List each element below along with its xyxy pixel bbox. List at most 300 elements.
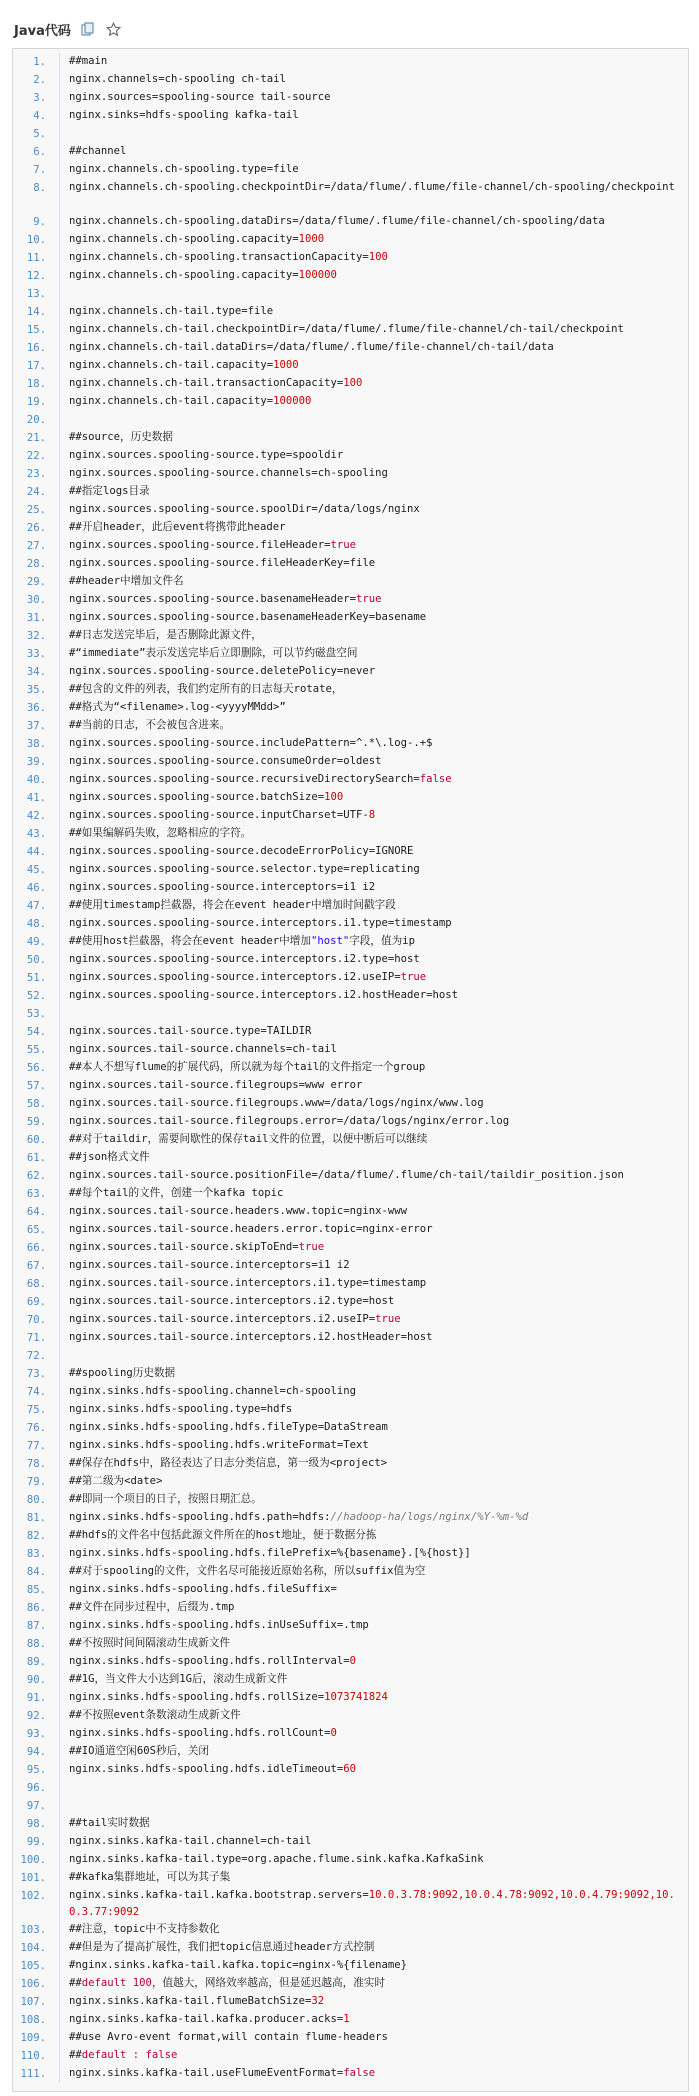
line-number: 77. xyxy=(26,1440,46,1452)
code-value-highlight: false xyxy=(343,2067,376,2079)
line-gutter xyxy=(46,537,60,555)
line-number: 40. xyxy=(26,774,46,786)
code-text-plain: ##开启header，此后event将携带此header xyxy=(69,521,286,533)
code-text-plain: nginx.sources.spooling-source.interceptors.i2.type=host xyxy=(69,953,420,965)
code-text xyxy=(69,429,688,447)
code-line xyxy=(13,483,688,501)
line-number: 109. xyxy=(20,2032,46,2044)
line-number: 66. xyxy=(26,1242,46,1254)
code-text xyxy=(69,915,688,933)
code-text xyxy=(69,825,688,843)
code-line xyxy=(13,1993,688,2011)
line-number: 62. xyxy=(26,1170,46,1182)
code-text xyxy=(69,1203,688,1221)
code-text xyxy=(69,1939,688,1957)
line-gutter xyxy=(46,951,60,969)
code-text xyxy=(69,735,688,753)
line-gutter xyxy=(46,1383,60,1401)
line-number: 13. xyxy=(26,288,46,300)
line-number: 5. xyxy=(33,128,46,140)
code-text xyxy=(69,1383,688,1401)
code-text-plain: nginx.channels.ch-spooling.dataDirs=/data/flume/.flume/file-channel/ch-spooling/data xyxy=(69,215,605,227)
code-line xyxy=(13,1329,688,1347)
code-text xyxy=(69,1563,688,1581)
code-value-highlight: 32 xyxy=(311,1995,325,2007)
line-gutter xyxy=(46,1347,60,1365)
code-line xyxy=(13,555,688,573)
code-text-plain: nginx.sources.spooling-source.interceptors.i2.hostHeader=host xyxy=(69,989,459,1001)
line-number: 9. xyxy=(33,216,46,228)
code-text xyxy=(69,2047,688,2065)
code-line xyxy=(13,1455,688,1473)
code-text-plain: ##spooling历史数据 xyxy=(69,1367,176,1379)
code-line xyxy=(13,663,688,681)
code-text-plain: nginx.sources.tail-source.channels=ch-tail xyxy=(69,1043,337,1055)
code-text-plain: ##但是为了提高扩展性，我们把topic信息通过header方式控制 xyxy=(69,1941,375,1953)
code-line xyxy=(13,1939,688,1957)
code-line xyxy=(13,825,688,843)
line-gutter xyxy=(46,179,60,213)
code-text xyxy=(69,213,688,231)
code-line xyxy=(13,1563,688,1581)
line-gutter xyxy=(46,1221,60,1239)
code-text xyxy=(69,1761,688,1779)
code-text-plain: nginx.sinks.hdfs-spooling.hdfs.rollInterval= xyxy=(69,1655,350,1667)
line-number: 91. xyxy=(26,1692,46,1704)
code-text xyxy=(69,393,688,411)
code-line xyxy=(13,1509,688,1527)
line-gutter xyxy=(46,573,60,591)
code-text-plain: ##hdfs的文件名中包括此源文件所在的host地址，便于数据分拣 xyxy=(69,1529,377,1541)
line-gutter xyxy=(46,1149,60,1167)
code-text-plain: nginx.sources.spooling-source.deletePolicy=never xyxy=(69,665,376,677)
code-line xyxy=(13,1419,688,1437)
line-number: 74. xyxy=(26,1386,46,1398)
code-text xyxy=(69,1311,688,1329)
line-gutter xyxy=(46,1869,60,1887)
code-text xyxy=(69,447,688,465)
code-line xyxy=(13,879,688,897)
code-line xyxy=(13,1257,688,1275)
line-gutter xyxy=(46,1887,60,1921)
code-value-highlight: 100 xyxy=(368,251,388,263)
line-gutter xyxy=(46,2047,60,2065)
line-number: 54. xyxy=(26,1026,46,1038)
code-text xyxy=(69,1653,688,1671)
code-text xyxy=(69,807,688,825)
code-line xyxy=(13,717,688,735)
line-gutter xyxy=(46,879,60,897)
line-number: 61. xyxy=(26,1152,46,1164)
code-text-plain: ##本人不想写flume的扩展代码，所以就为每个tail的文件指定一个group xyxy=(69,1061,426,1073)
line-gutter xyxy=(46,969,60,987)
code-text xyxy=(69,1599,688,1617)
code-text-plain: ##对于taildir，需要间歇性的保存tail文件的位置，以便中断后可以继续 xyxy=(69,1133,428,1145)
line-number: 84. xyxy=(26,1566,46,1578)
code-text-plain: ##第二级为<date> xyxy=(69,1475,163,1487)
code-text-plain: nginx.sources.tail-source.filegroups=www error xyxy=(69,1079,363,1091)
code-line xyxy=(13,1239,688,1257)
line-gutter xyxy=(46,1761,60,1779)
line-gutter xyxy=(46,2065,60,2083)
line-number: 83. xyxy=(26,1548,46,1560)
code-text-plain: nginx.sources.tail-source.headers.www.topic=nginx-www xyxy=(69,1205,408,1217)
line-number: 101. xyxy=(20,1872,46,1884)
code-text xyxy=(69,249,688,267)
line-gutter xyxy=(46,1023,60,1041)
code-line xyxy=(13,1491,688,1509)
code-line xyxy=(13,89,688,107)
code-line xyxy=(13,1833,688,1851)
code-line xyxy=(13,2029,688,2047)
line-number: 86. xyxy=(26,1602,46,1614)
line-number: 87. xyxy=(26,1620,46,1632)
line-number: 41. xyxy=(26,792,46,804)
code-line xyxy=(13,1743,688,1761)
code-text-plain: nginx.sources.tail-source.interceptors.i1.type=timestamp xyxy=(69,1277,427,1289)
code-text xyxy=(69,717,688,735)
code-text-plain: nginx.sinks.hdfs-spooling.type=hdfs xyxy=(69,1403,293,1415)
code-text xyxy=(69,1257,688,1275)
line-gutter xyxy=(46,933,60,951)
code-line xyxy=(13,249,688,267)
line-gutter xyxy=(46,2011,60,2029)
code-text-plain: nginx.sources.tail-source.positionFile=/data/flume/.flume/ch-tail/taildir_position.json xyxy=(69,1169,624,1181)
code-text xyxy=(69,231,688,249)
code-text xyxy=(69,1419,688,1437)
code-text-plain: nginx.channels.ch-tail.capacity= xyxy=(69,395,274,407)
code-text xyxy=(69,969,688,987)
code-text xyxy=(69,1365,688,1383)
code-line xyxy=(13,1077,688,1095)
star-icon[interactable] xyxy=(105,20,123,38)
code-value-highlight: 1000 xyxy=(273,359,299,371)
line-gutter xyxy=(46,987,60,1005)
code-text-plain: nginx.sources.spooling-source.consumeOrder=oldest xyxy=(69,755,382,767)
code-text xyxy=(69,1921,688,1939)
line-number: 80. xyxy=(26,1494,46,1506)
code-text xyxy=(69,1131,688,1149)
code-text xyxy=(69,1869,688,1887)
line-number: 71. xyxy=(26,1332,46,1344)
line-gutter xyxy=(46,1975,60,1993)
line-gutter xyxy=(46,1239,60,1257)
code-text-plain: nginx.sinks.hdfs-spooling.hdfs.rollSize= xyxy=(69,1691,325,1703)
line-number: 20. xyxy=(26,414,46,426)
code-value-highlight: true xyxy=(375,1313,401,1325)
line-number: 59. xyxy=(26,1116,46,1128)
code-text-plain: nginx.sources.tail-source.filegroups.www=/data/logs/nginx/www.log xyxy=(69,1097,484,1109)
code-value-highlight: true xyxy=(298,1241,325,1253)
code-text-plain: nginx.sources.spooling-source.interceptors=i1 i2 xyxy=(69,881,376,893)
code-line xyxy=(13,2011,688,2029)
code-text-plain: nginx.sinks.kafka-tail.channel=ch-tail xyxy=(69,1835,312,1847)
code-text-plain: ##channel xyxy=(69,145,127,157)
line-number: 38. xyxy=(26,738,46,750)
code-text xyxy=(69,1077,688,1095)
line-gutter xyxy=(46,321,60,339)
code-line xyxy=(13,1347,688,1365)
code-value-highlight: 0 xyxy=(349,1655,357,1667)
line-number: 60. xyxy=(26,1134,46,1146)
line-number: 43. xyxy=(26,828,46,840)
line-number: 49. xyxy=(26,936,46,948)
code-line xyxy=(13,609,688,627)
line-number: 29. xyxy=(26,576,46,588)
code-text-plain: nginx.sinks.hdfs-spooling.hdfs.rollCount= xyxy=(69,1727,331,1739)
line-number: 106. xyxy=(20,1978,46,1990)
line-number: 52. xyxy=(26,990,46,1002)
line-gutter xyxy=(46,753,60,771)
line-gutter xyxy=(46,789,60,807)
line-gutter xyxy=(46,2029,60,2047)
code-text-plain: ##每个tail的文件，创建一个kafka topic xyxy=(69,1187,284,1199)
code-text-plain: nginx.sources.spooling-source.inputCharset=UTF- xyxy=(69,809,369,821)
line-number: 104. xyxy=(20,1942,46,1954)
line-number: 82. xyxy=(26,1530,46,1542)
line-number: 16. xyxy=(26,342,46,354)
code-line xyxy=(13,1671,688,1689)
code-line xyxy=(13,1761,688,1779)
line-gutter xyxy=(46,1131,60,1149)
line-number: 57. xyxy=(26,1080,46,1092)
line-number: 85. xyxy=(26,1584,46,1596)
code-text-plain: nginx.sinks.kafka-tail.flumeBatchSize= xyxy=(69,1995,312,2007)
code-text xyxy=(69,1779,688,1797)
line-gutter xyxy=(46,807,60,825)
code-text xyxy=(69,789,688,807)
code-line xyxy=(13,393,688,411)
line-gutter xyxy=(46,681,60,699)
code-text-plain: nginx.sources.spooling-source.basenameHeaderKey=basename xyxy=(69,611,427,623)
line-gutter xyxy=(46,1185,60,1203)
line-gutter xyxy=(46,1005,60,1023)
line-gutter xyxy=(46,1671,60,1689)
code-value-highlight: 0 xyxy=(330,1727,337,1739)
code-line xyxy=(13,107,688,125)
code-line xyxy=(13,519,688,537)
code-line xyxy=(13,339,688,357)
code-line xyxy=(13,267,688,285)
line-number: 31. xyxy=(26,612,46,624)
line-gutter xyxy=(46,1707,60,1725)
line-gutter xyxy=(46,1329,60,1347)
code-value-highlight: 100000 xyxy=(273,395,312,407)
code-text-plain: nginx.sources.spooling-source.selector.type=replicating xyxy=(69,863,420,875)
line-gutter xyxy=(46,645,60,663)
code-text xyxy=(69,53,688,71)
code-line xyxy=(13,1921,688,1939)
code-text-tail: ，值越大，网络效率越高，但是延迟越高，准实时 xyxy=(151,1977,385,1989)
code-text xyxy=(69,627,688,645)
code-text xyxy=(69,1545,688,1563)
code-text xyxy=(69,1023,688,1041)
code-text-plain: nginx.sources.tail-source.interceptors.i2.type=host xyxy=(69,1295,395,1307)
code-line xyxy=(13,1113,688,1131)
line-gutter xyxy=(46,1689,60,1707)
line-number: 55. xyxy=(26,1044,46,1056)
code-text xyxy=(69,1635,688,1653)
code-text-plain: nginx.sinks.hdfs-spooling.hdfs.fileType=DataStream xyxy=(69,1421,388,1433)
code-value-highlight: true xyxy=(356,593,382,605)
line-number: 48. xyxy=(26,918,46,930)
line-number: 28. xyxy=(26,558,46,570)
code-text xyxy=(69,2065,688,2083)
code-line xyxy=(13,843,688,861)
code-line xyxy=(13,321,688,339)
copy-icon[interactable] xyxy=(79,20,97,38)
code-line xyxy=(13,807,688,825)
line-number: 56. xyxy=(26,1062,46,1074)
line-gutter xyxy=(46,1167,60,1185)
line-gutter xyxy=(46,501,60,519)
code-value-highlight: 1073741824 xyxy=(324,1691,388,1703)
code-text xyxy=(69,501,688,519)
code-line xyxy=(13,1957,688,1975)
code-text-plain: ##格式为“<filename>.log-<yyyyMMdd>” xyxy=(69,701,286,713)
code-text-plain: nginx.sources.tail-source.interceptors=i1 i2 xyxy=(69,1259,350,1271)
code-text xyxy=(69,483,688,501)
code-value-highlight: true xyxy=(330,539,357,551)
code-text-plain: nginx.sources.tail-source.interceptors.i2.useIP= xyxy=(69,1313,376,1325)
code-line xyxy=(13,1869,688,1887)
line-gutter xyxy=(46,1293,60,1311)
code-text xyxy=(69,125,688,143)
code-line xyxy=(13,1095,688,1113)
code-text-plain: nginx.sources.spooling-source.recursiveDirectorySearch= xyxy=(69,773,420,785)
line-number: 27. xyxy=(26,540,46,552)
code-line xyxy=(13,1149,688,1167)
code-text xyxy=(69,1095,688,1113)
line-number: 19. xyxy=(26,396,46,408)
code-text-plain: ##json格式文件 xyxy=(69,1151,150,1163)
code-block xyxy=(12,48,689,2092)
code-text-plain: nginx.sinks.hdfs-spooling.hdfs.fileSuffix= xyxy=(69,1583,337,1595)
code-text-plain: nginx.sources.spooling-source.decodeErrorPolicy=IGNORE xyxy=(69,845,414,857)
code-text-plain: nginx.sources.spooling-source.channels=ch-spooling xyxy=(69,467,388,479)
code-line xyxy=(13,1473,688,1491)
line-number: 50. xyxy=(26,954,46,966)
code-text-plain: nginx.channels.ch-tail.capacity= xyxy=(69,359,274,371)
line-gutter xyxy=(46,1455,60,1473)
line-gutter xyxy=(46,1851,60,1869)
line-gutter xyxy=(46,825,60,843)
line-number: 92. xyxy=(26,1710,46,1722)
code-value-highlight: 1 xyxy=(343,2013,350,2025)
code-text-plain: nginx.channels.ch-spooling.transactionCapacity= xyxy=(69,251,369,263)
line-number: 76. xyxy=(26,1422,46,1434)
code-line xyxy=(13,1707,688,1725)
code-text-plain: nginx.sources.spooling-source.batchSize= xyxy=(69,791,325,803)
code-line xyxy=(13,1581,688,1599)
code-text xyxy=(69,1743,688,1761)
code-text-plain: #nginx.sinks.kafka-tail.kafka.topic=nginx-%{filename} xyxy=(69,1959,408,1971)
line-number: 22. xyxy=(26,450,46,462)
code-text-plain: nginx.channels.ch-spooling.checkpointDir=/data/flume/.flume/file-channel/ch-spooling/checkpoint xyxy=(69,181,675,193)
line-gutter xyxy=(46,249,60,267)
code-text xyxy=(69,1957,688,1975)
line-gutter xyxy=(46,1365,60,1383)
code-text-plain: nginx.sinks.kafka-tail.type=org.apache.flume.sink.kafka.KafkaSink xyxy=(69,1853,484,1865)
line-number: 97. xyxy=(26,1800,46,1812)
code-text-plain: ## xyxy=(69,2049,82,2061)
code-text xyxy=(69,933,688,951)
code-text xyxy=(69,573,688,591)
line-gutter xyxy=(46,1275,60,1293)
code-line xyxy=(13,735,688,753)
code-line xyxy=(13,1797,688,1815)
code-line xyxy=(13,753,688,771)
code-text xyxy=(69,321,688,339)
line-gutter xyxy=(46,1833,60,1851)
line-number: 100. xyxy=(20,1854,46,1866)
line-gutter xyxy=(46,1419,60,1437)
line-gutter xyxy=(46,519,60,537)
code-lines-list xyxy=(13,53,688,2083)
line-number: 10. xyxy=(26,234,46,246)
code-text xyxy=(69,555,688,573)
code-line xyxy=(13,1437,688,1455)
line-number: 45. xyxy=(26,864,46,876)
code-line xyxy=(13,1635,688,1653)
code-text-plain: ##kafka集群地址，可以为其子集 xyxy=(69,1871,231,1883)
line-number: 25. xyxy=(26,504,46,516)
code-text xyxy=(69,591,688,609)
code-text xyxy=(69,771,688,789)
line-number: 37. xyxy=(26,720,46,732)
code-line xyxy=(13,285,688,303)
code-text xyxy=(69,1797,688,1815)
code-text-tail: 字段，值为ip xyxy=(349,935,415,947)
line-gutter xyxy=(46,1599,60,1617)
line-gutter xyxy=(46,609,60,627)
line-number: 53. xyxy=(26,1008,46,1020)
code-text xyxy=(69,2011,688,2029)
line-gutter xyxy=(46,89,60,107)
line-gutter xyxy=(46,1113,60,1131)
line-gutter xyxy=(46,375,60,393)
line-gutter xyxy=(46,1545,60,1563)
code-line xyxy=(13,1887,688,1921)
code-text xyxy=(69,879,688,897)
line-number: 103. xyxy=(20,1924,46,1936)
line-number: 72. xyxy=(26,1350,46,1362)
code-line xyxy=(13,1041,688,1059)
code-text-plain: nginx.sources.spooling-source.includePattern=^.*\.log-.+$ xyxy=(69,737,433,749)
code-line xyxy=(13,2047,688,2065)
code-line xyxy=(13,987,688,1005)
code-value-highlight: 100 xyxy=(343,377,363,389)
line-number: 110. xyxy=(20,2050,46,2062)
line-gutter xyxy=(46,411,60,429)
code-text-plain: nginx.sources=spooling-source tail-source xyxy=(69,91,331,103)
code-text xyxy=(69,1473,688,1491)
code-text xyxy=(69,1993,688,2011)
line-gutter xyxy=(46,1473,60,1491)
code-line xyxy=(13,1221,688,1239)
code-text-plain: ##tail实时数据 xyxy=(69,1817,150,1829)
code-line xyxy=(13,231,688,249)
line-number: 75. xyxy=(26,1404,46,1416)
line-number: 39. xyxy=(26,756,46,768)
code-text xyxy=(69,1815,688,1833)
code-value-highlight: false xyxy=(419,773,452,785)
code-text xyxy=(69,1581,688,1599)
code-text xyxy=(69,107,688,125)
line-gutter xyxy=(46,1635,60,1653)
code-text xyxy=(69,1689,688,1707)
line-number: 18. xyxy=(26,378,46,390)
